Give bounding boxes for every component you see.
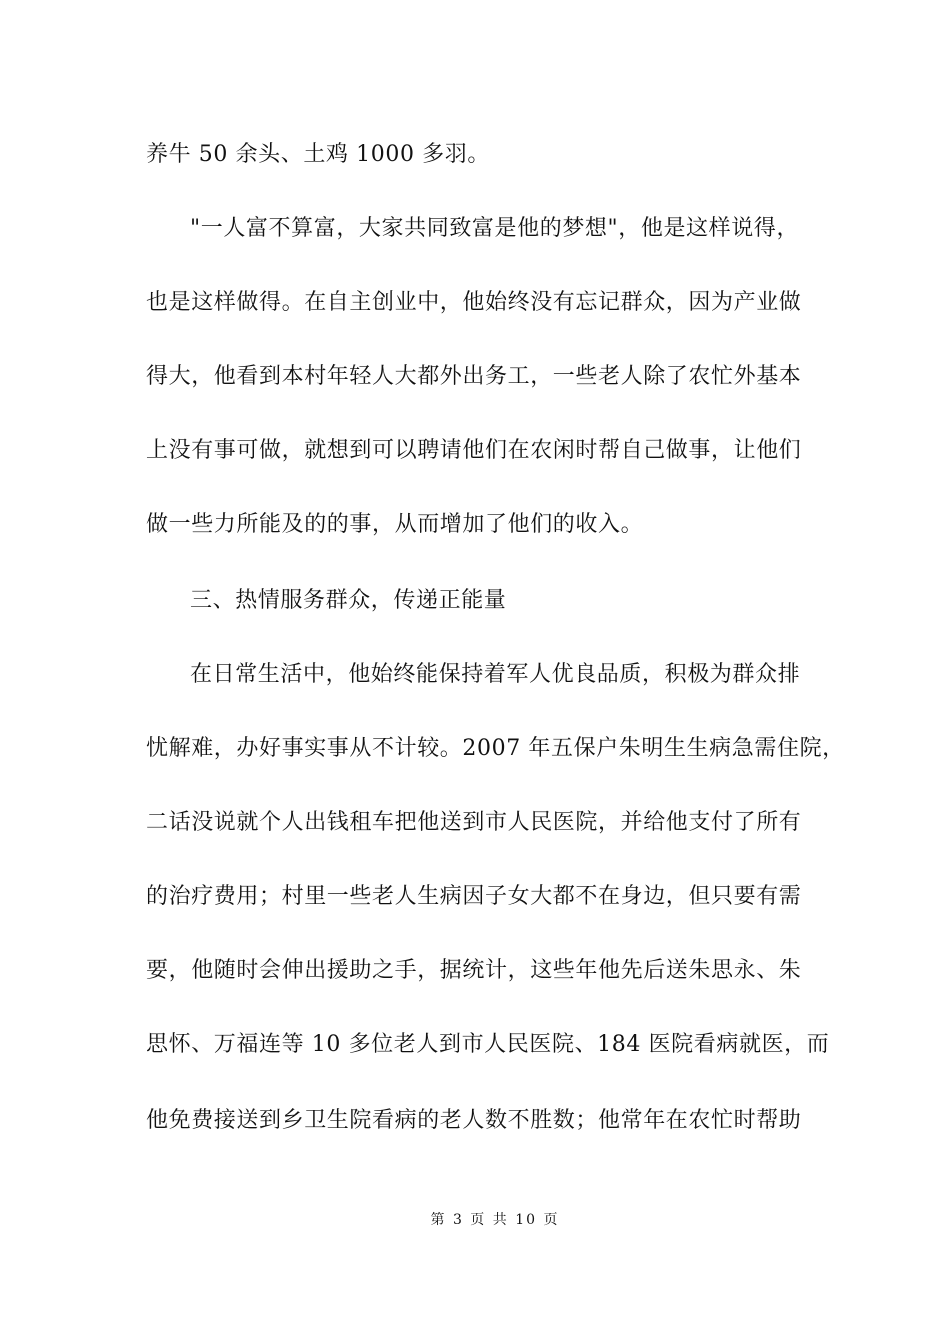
- section-heading: 三、热情服务群众，传递正能量: [190, 588, 507, 613]
- paragraph-line: "一人富不算富，大家共同致富是他的梦想"，他是这样说得，: [190, 216, 800, 241]
- paragraph-line: 养牛 50 余头、土鸡 1000 多羽。: [146, 142, 490, 167]
- page-number-label: 第 3 页 共 10 页: [430, 1212, 560, 1228]
- paragraph-line: 得大，他看到本村年轻人大都外出务工，一些老人除了农忙外基本: [146, 364, 802, 389]
- paragraph-line: 他免费接送到乡卫生院看病的老人数不胜数；他常年在农忙时帮助: [146, 1108, 802, 1133]
- paragraph-line: 在日常生活中，他始终能保持着军人优良品质，积极为群众排: [190, 662, 801, 687]
- paragraph-line: 的治疗费用；村里一些老人生病因子女大都不在身边，但只要有需: [146, 884, 802, 909]
- paragraph-line: 思怀、万福连等 10 多位老人到市人民医院、184 医院看病就医，而: [146, 1032, 830, 1057]
- paragraph-line: 上没有事可做，就想到可以聘请他们在农闲时帮自己做事，让他们: [146, 438, 802, 463]
- paragraph-line: 二话没说就个人出钱租车把他送到市人民医院，并给他支付了所有: [146, 810, 802, 835]
- paragraph-line: 也是这样做得。在自主创业中，他始终没有忘记群众，因为产业做: [146, 290, 802, 315]
- page-footer: [0, 1210, 950, 1230]
- paragraph-line: 做一些力所能及的的事，从而增加了他们的收入。: [146, 512, 644, 537]
- paragraph-line: 忧解难，办好事实事从不计较。2007 年五保户朱明生生病急需住院，: [146, 736, 845, 761]
- paragraph-line: 要，他随时会伸出援助之手，据统计，这些年他先后送朱思永、朱: [146, 958, 802, 983]
